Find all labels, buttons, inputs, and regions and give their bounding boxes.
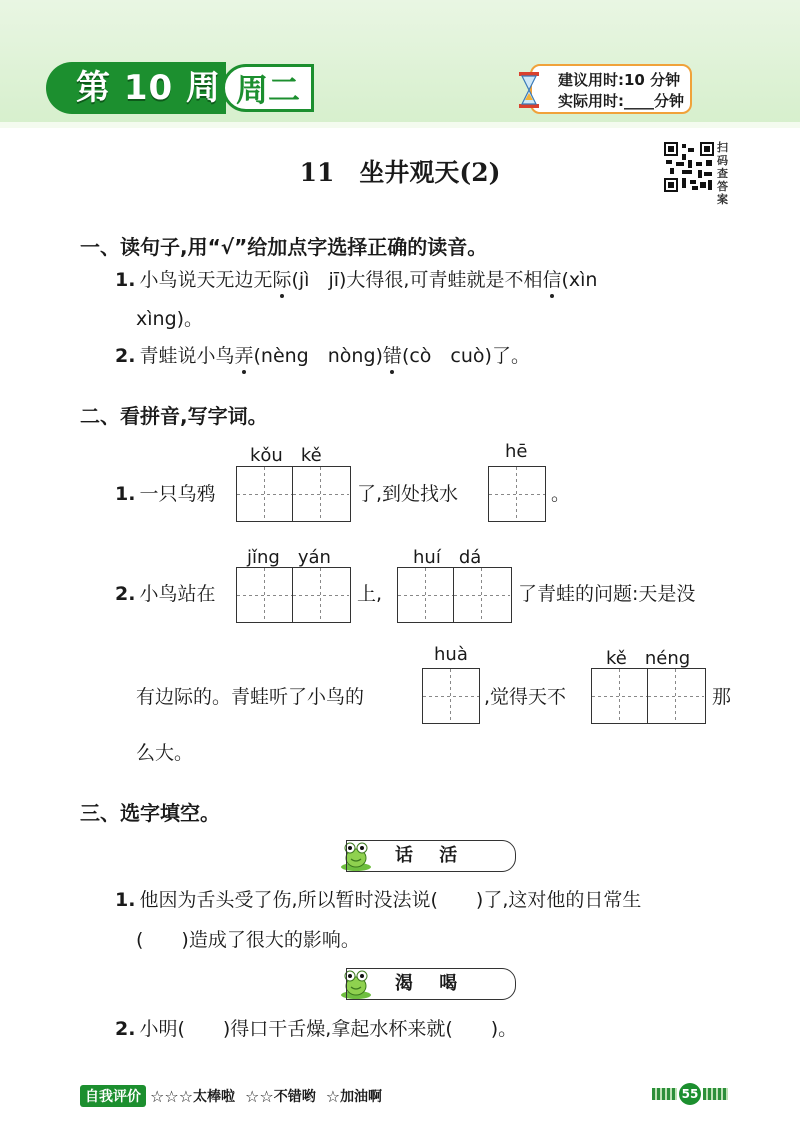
s3-q2-line1: 2. 小明( )得口干舌燥,拿起水杯来就( )。 — [115, 1018, 518, 1040]
self-eval-label: 自我评价 — [80, 1085, 146, 1107]
page-number — [652, 1082, 728, 1106]
s2-q2-rest: 了青蛙的问题:天是没 — [518, 583, 696, 605]
grid-cell[interactable] — [648, 669, 704, 723]
week-badge: 第 10 周 — [46, 62, 226, 114]
writing-grid[interactable] — [397, 567, 512, 623]
pinyin-huida: huí dá — [413, 547, 482, 568]
grid-cell[interactable] — [237, 467, 293, 521]
s1-q1-line2: xìng)。 — [136, 308, 204, 330]
grid-cell[interactable] — [489, 467, 545, 521]
hourglass-icon — [518, 72, 540, 108]
star-icon[interactable]: ☆☆☆ — [150, 1086, 194, 1106]
options-box: 渴 喝 — [346, 968, 516, 1000]
self-evaluation-bar: 自我评价 ☆☆☆ 太棒啦 ☆☆ 不错哟 ☆ 加油啊 — [80, 1085, 382, 1107]
writing-grid[interactable] — [236, 466, 351, 522]
actual-time: 实际用时:____分钟 — [558, 92, 684, 110]
grid-cell[interactable] — [293, 467, 349, 521]
s2-q1-start: 1. 一只乌鸦 — [115, 483, 216, 505]
options-box: 话 活 — [346, 840, 516, 872]
grid-cell[interactable] — [293, 568, 349, 622]
time-box — [530, 64, 692, 114]
pinyin-he: hē — [505, 441, 528, 462]
page-bar-right — [703, 1088, 728, 1100]
grid-cell[interactable] — [237, 568, 293, 622]
s3-q1-line2: ( )造成了很大的影响。 — [136, 929, 360, 951]
s2-q2-mid: 上, — [357, 583, 383, 605]
pinyin-hua: huà — [434, 644, 468, 665]
s2-q2-na: 那 — [712, 686, 732, 708]
s2-q2-line3: 么大。 — [136, 742, 194, 764]
grid-cell[interactable] — [454, 568, 510, 622]
grid-cell[interactable] — [592, 669, 648, 723]
s1-q1-line1: 1. 小鸟说天无边无际(jì jī)大得很,可青蛙就是不相信(xìn — [115, 269, 598, 291]
dotted-char: 信 — [542, 269, 562, 291]
page-number-circle: 55 — [679, 1083, 701, 1105]
pinyin-keneng: kě néng — [606, 648, 691, 669]
s2-q2-mid2: ,觉得天不 — [484, 686, 567, 708]
grid-cell[interactable] — [423, 669, 479, 723]
section1-heading: 一、读句子,用“√”给加点字选择正确的读音。 — [80, 235, 488, 259]
page-header — [0, 0, 800, 128]
grid-cell[interactable] — [398, 568, 454, 622]
writing-grid[interactable] — [488, 466, 546, 522]
s1-q2: 2. 青蛙说小鸟弄(nèng nòng)错(cò cuò)了。 — [115, 345, 530, 367]
star-icon[interactable]: ☆ — [325, 1086, 341, 1106]
s2-q2-line2: 有边际的。青蛙听了小鸟的 — [136, 686, 365, 708]
qr-caption: 扫码查答案 — [717, 141, 728, 206]
dotted-char: 际 — [272, 269, 292, 291]
s2-q1-mid: 了,到处找水 — [357, 483, 459, 505]
dotted-char: 错 — [382, 345, 402, 367]
section3-heading: 三、选字填空。 — [80, 801, 220, 825]
star-icon[interactable]: ☆☆ — [245, 1086, 274, 1106]
s3-q1-line1: 1. 他因为舌头受了伤,所以暂时没法说( )了,这对他的日常生 — [115, 889, 642, 911]
day-badge: 周二 — [222, 64, 314, 112]
dotted-char: 弄 — [234, 345, 254, 367]
lesson-title: 11 坐井观天(2) — [299, 158, 501, 187]
page-bar-left — [652, 1088, 677, 1100]
section2-heading: 二、看拼音,写字词。 — [80, 404, 268, 428]
pinyin-koukě: kǒu kě — [250, 445, 322, 466]
suggested-time: 建议用时:10 分钟 — [558, 71, 681, 89]
s2-q2-start: 2. 小鸟站在 — [115, 583, 216, 605]
writing-grid[interactable] — [236, 567, 351, 623]
s2-q1-end: 。 — [551, 483, 571, 505]
writing-grid[interactable] — [422, 668, 480, 724]
pinyin-jingyan: jǐng yán — [247, 547, 331, 568]
writing-grid[interactable] — [591, 668, 706, 724]
